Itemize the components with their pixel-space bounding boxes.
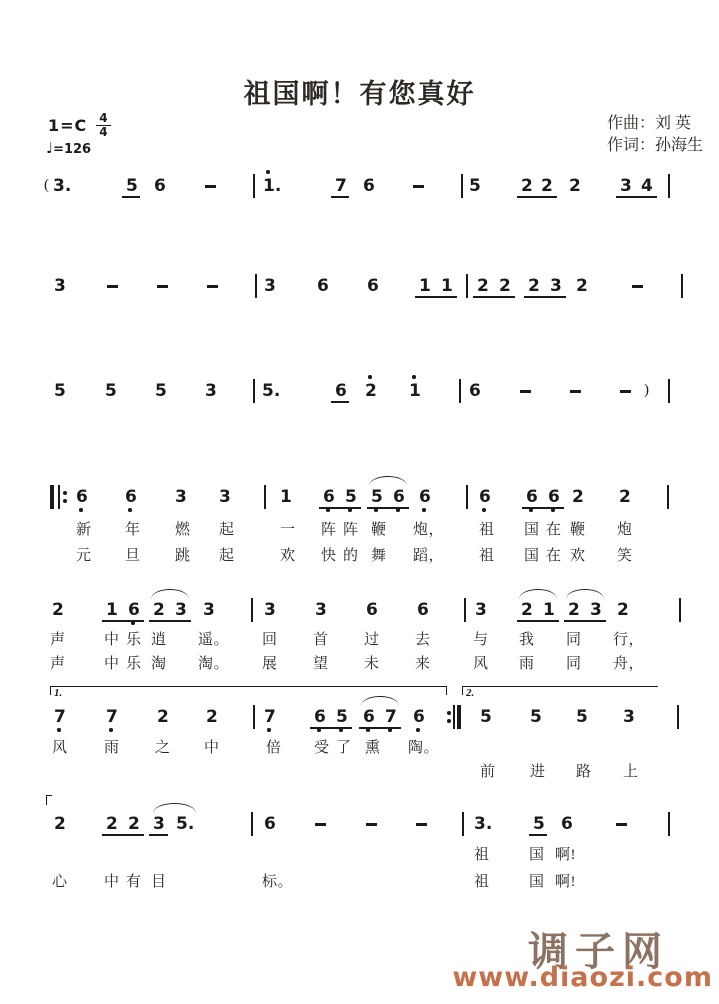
lyric-syllable: 前 (480, 764, 496, 780)
volta-bracket (462, 686, 658, 695)
note: 1 (543, 600, 555, 620)
barline (253, 174, 255, 198)
note: 5 (105, 381, 117, 401)
note: 2 (157, 707, 169, 727)
tempo-value: =126 (53, 142, 92, 157)
lyric-syllable: 与 (473, 632, 489, 648)
eighth-beam (415, 296, 457, 298)
note: 6 (128, 600, 140, 620)
lyric-syllable: 年 (125, 522, 141, 538)
eighth-beam (522, 507, 564, 509)
octave-dot-below (57, 728, 61, 732)
composer-credit: 作曲：刘 英 (606, 115, 691, 132)
note: 2 (52, 600, 64, 620)
lyricist-credit: 作词：孙海生 (606, 137, 703, 154)
lyric-syllable: 炮， (413, 522, 445, 538)
repeat-start-thin (58, 485, 60, 509)
lyric-syllable: 起 (219, 522, 235, 538)
note: 7 (54, 707, 66, 727)
lyric-syllable: 遥。 (198, 632, 230, 648)
lyric-syllable: 逍 (151, 632, 167, 648)
repeat-end-thin (453, 705, 455, 729)
lyric-syllable: 祖 (479, 522, 495, 538)
barline (667, 485, 669, 509)
lyric-syllable: 之 (155, 740, 171, 756)
note: 2 (617, 600, 629, 620)
lyric-syllable: 阵 (343, 522, 359, 538)
note: 3. (474, 814, 493, 834)
note: 2 (521, 176, 533, 196)
note: 5. (262, 381, 281, 401)
note: 3 (219, 487, 231, 507)
eighth-beam (517, 196, 557, 198)
lyric-syllable: 炮 (617, 522, 633, 538)
lyric-syllable: 我 (519, 632, 535, 648)
eighth-beam (524, 296, 566, 298)
note: 2 (153, 600, 165, 620)
note: 6 (413, 707, 425, 727)
time-signature-denominator: 4 (99, 125, 108, 139)
volta-bracket (50, 686, 447, 695)
lyric-syllable: 倍 (266, 740, 282, 756)
volta-label: 1. (54, 687, 63, 699)
note: 2 (528, 276, 540, 296)
note: 1 (280, 487, 292, 507)
note: 6 (366, 600, 378, 620)
note: 7 (385, 707, 397, 727)
note-dash (616, 823, 627, 826)
time-signature-numerator: 4 (96, 112, 110, 126)
slur-arc (519, 589, 557, 599)
barline (462, 812, 464, 836)
lyric-syllable: 了 (336, 740, 352, 756)
slur-arc (153, 803, 196, 813)
lyric-syllable: 舟， (613, 656, 645, 672)
lyric-syllable: 跳 (175, 548, 191, 564)
eighth-beam (319, 507, 361, 509)
note: 3 (550, 276, 562, 296)
lyric-syllable: 中 (204, 740, 220, 756)
octave-dot-below (79, 508, 83, 512)
note: 6 (419, 487, 431, 507)
lyric-syllable: 的 (343, 548, 359, 564)
lyric-syllable: 有 (126, 874, 142, 890)
repeat-start-sign (50, 485, 54, 509)
lyric-syllable: 目 (151, 874, 167, 890)
lyric-syllable: 同 (566, 632, 582, 648)
note: 2 (576, 276, 588, 296)
lyric-syllable: 受 (314, 740, 330, 756)
note: 2 (569, 176, 581, 196)
lyric-syllable: 雨 (519, 656, 535, 672)
note: 5 (480, 707, 492, 727)
eighth-beam (473, 296, 515, 298)
lyric-syllable: 淘 (151, 656, 167, 672)
note: 1 (441, 276, 453, 296)
note: 3 (475, 600, 487, 620)
note: 6 (323, 487, 335, 507)
note: 6 (417, 600, 429, 620)
note: 5 (345, 487, 357, 507)
note: 3 (205, 381, 217, 401)
note: 3. (53, 176, 72, 196)
key-tonic: 1=C (48, 116, 88, 135)
eighth-beam (102, 620, 144, 622)
lyric-syllable: 国 (529, 847, 545, 863)
note-dash (157, 285, 168, 288)
note: 6 (125, 487, 137, 507)
lyric-syllable: 在 (546, 522, 562, 538)
lyric-syllable: 祖 (479, 548, 495, 564)
note: 1 (419, 276, 431, 296)
note: 1 (106, 600, 118, 620)
note: 2 (499, 276, 511, 296)
eighth-beam (616, 196, 657, 198)
note: 5 (576, 707, 588, 727)
note-dash (207, 285, 218, 288)
lyric-syllable: 心 (52, 874, 68, 890)
eighth-beam (149, 834, 168, 836)
barline (253, 705, 255, 729)
note: 6 (548, 487, 560, 507)
note: 3 (264, 600, 276, 620)
note: 3 (203, 600, 215, 620)
note-dash (107, 285, 118, 288)
lyric-syllable: 一 (280, 522, 296, 538)
note: 5 (54, 381, 66, 401)
note: 5 (371, 487, 383, 507)
lyric-syllable: 中 (104, 632, 120, 648)
lyric-syllable: 声 (50, 632, 66, 648)
lyric-syllable: 欢 (570, 548, 586, 564)
eighth-beam (122, 196, 140, 198)
note: 2 (477, 276, 489, 296)
repeat-dot (63, 491, 67, 495)
note: 6 (479, 487, 491, 507)
note: 6 (363, 707, 375, 727)
slur-arc (369, 476, 407, 486)
note-dash (520, 390, 531, 393)
note: 3 (175, 487, 187, 507)
eighth-beam (529, 834, 547, 836)
lyric-syllable: 国 (524, 522, 540, 538)
note-dash (205, 185, 216, 188)
eighth-beam (359, 727, 401, 729)
lyric-syllable: 舞 (371, 548, 387, 564)
barline (681, 274, 683, 298)
lyric-syllable: 乐 (126, 632, 142, 648)
note: 4 (641, 176, 653, 196)
lyric-syllable: 望 (313, 656, 329, 672)
lyric-syllable: 起 (219, 548, 235, 564)
lyric-syllable: 过 (364, 632, 380, 648)
barline (461, 174, 463, 198)
note: 3 (153, 814, 165, 834)
note: 2 (128, 814, 140, 834)
lyric-syllable: 熏 (365, 740, 381, 756)
lyric-syllable: 啊! (555, 874, 576, 890)
lyric-syllable: 欢 (280, 548, 296, 564)
page-title: 祖国啊！有您真好 (243, 79, 476, 109)
note: 3 (175, 600, 187, 620)
note: 7 (106, 707, 118, 727)
lyric-syllable: 元 (76, 548, 92, 564)
note: 6 (76, 487, 88, 507)
lyric-syllable: 国 (529, 874, 545, 890)
volta-label: 2. (466, 687, 475, 699)
eighth-beam (517, 620, 559, 622)
lyric-syllable: 回 (262, 632, 278, 648)
note: 2 (54, 814, 66, 834)
note-dash (315, 823, 326, 826)
note: 2 (106, 814, 118, 834)
note: 5 (530, 707, 542, 727)
note: 5 (336, 707, 348, 727)
lyric-syllable: 风 (52, 740, 68, 756)
lyric-syllable: 乐 (126, 656, 142, 672)
lyric-syllable: 未 (364, 656, 380, 672)
note-dash (620, 390, 631, 393)
note: 6 (363, 176, 375, 196)
eighth-beam (102, 834, 144, 836)
note: 1 (409, 381, 421, 401)
lyric-syllable: 鞭 (570, 522, 586, 538)
lyric-syllable: 笑 (617, 548, 633, 564)
note: 2 (365, 381, 377, 401)
lyric-syllable: 在 (546, 548, 562, 564)
lyric-syllable: 来 (415, 656, 431, 672)
eighth-beam (310, 727, 352, 729)
note: 5 (126, 176, 138, 196)
lyric-syllable: 新 (76, 522, 92, 538)
watermark-site-url: www.diaozi.com (452, 962, 713, 993)
lyric-syllable: 祖 (474, 847, 490, 863)
lyric-syllable: 阵 (321, 522, 337, 538)
octave-dot-above (412, 375, 416, 379)
barline (679, 598, 681, 622)
note: 3 (264, 276, 276, 296)
lyric-syllable: 上 (623, 764, 639, 780)
slur-arc (151, 589, 189, 599)
note: 3 (315, 600, 327, 620)
lyric-syllable: 雨 (104, 740, 120, 756)
note: 6 (367, 276, 379, 296)
note: 6 (314, 707, 326, 727)
note: 5. (176, 814, 195, 834)
lyric-syllable: 声 (50, 656, 66, 672)
octave-dot-below (422, 508, 426, 512)
octave-dot-below (128, 508, 132, 512)
note: 6 (335, 381, 347, 401)
octave-dot-above (368, 375, 372, 379)
lyric-syllable: 风 (473, 656, 489, 672)
barline (255, 274, 257, 298)
note: 5 (469, 176, 481, 196)
note: 2 (619, 487, 631, 507)
eighth-beam (564, 620, 606, 622)
note: 3 (590, 600, 602, 620)
lyric-syllable: 燃 (175, 522, 191, 538)
barline (677, 705, 679, 729)
lyric-syllable: 进 (530, 764, 546, 780)
barline (466, 274, 468, 298)
eighth-beam (149, 620, 191, 622)
lyric-syllable: 啊! (555, 847, 576, 863)
lyric-syllable: 去 (415, 632, 431, 648)
eighth-beam (367, 507, 409, 509)
note: 3 (623, 707, 635, 727)
octave-dot-below (109, 728, 113, 732)
note: 2 (572, 487, 584, 507)
lyric-syllable: 首 (313, 632, 329, 648)
barline (668, 174, 670, 198)
octave-dot-above (266, 170, 270, 174)
repeat-dot (63, 499, 67, 503)
paren-mark: ) (644, 382, 649, 398)
barline (668, 812, 670, 836)
paren-mark: ( (44, 177, 49, 193)
barline (264, 485, 266, 509)
note: 6 (317, 276, 329, 296)
lyric-syllable: 快 (321, 548, 337, 564)
watermark-site-name: 调子网 (528, 929, 669, 975)
note: 6 (561, 814, 573, 834)
barline (668, 379, 670, 403)
lyric-syllable: 陶。 (408, 740, 440, 756)
barline (459, 379, 461, 403)
note-dash (632, 285, 643, 288)
quarter-note-icon: ♩ (46, 139, 54, 157)
note: 7 (335, 176, 347, 196)
note-dash (413, 185, 424, 188)
lyric-syllable: 中 (104, 656, 120, 672)
note: 2 (568, 600, 580, 620)
lyric-syllable: 淘。 (198, 656, 230, 672)
lyric-syllable: 国 (524, 548, 540, 564)
barline (251, 812, 253, 836)
eighth-beam (331, 196, 349, 198)
slur-arc (361, 696, 399, 706)
note: 2 (206, 707, 218, 727)
note: 6 (154, 176, 166, 196)
note: 5 (533, 814, 545, 834)
barline (466, 485, 468, 509)
lyric-syllable: 标。 (262, 874, 294, 890)
lyric-syllable: 蹈， (413, 548, 445, 564)
octave-dot-below (482, 508, 486, 512)
note: 3 (620, 176, 632, 196)
octave-dot-below (416, 728, 420, 732)
lyric-syllable: 路 (576, 764, 592, 780)
lyric-syllable: 中 (104, 874, 120, 890)
lyric-syllable: 祖 (474, 874, 490, 890)
note: 3 (54, 276, 66, 296)
note: 6 (469, 381, 481, 401)
note: 2 (541, 176, 553, 196)
lyric-syllable: 展 (262, 656, 278, 672)
bracket-mark (46, 795, 52, 805)
repeat-dot (447, 711, 451, 715)
lyric-syllable: 同 (566, 656, 582, 672)
repeat-dot (447, 719, 451, 723)
slur-arc (566, 589, 604, 599)
note: 6 (264, 814, 276, 834)
lyric-syllable: 鞭 (371, 522, 387, 538)
repeat-end-sign (457, 705, 461, 729)
barline (251, 598, 253, 622)
note: 7 (264, 707, 276, 727)
note-dash (416, 823, 427, 826)
octave-dot-below (267, 728, 271, 732)
barline (253, 379, 255, 403)
note-dash (366, 823, 377, 826)
lyric-syllable: 行， (613, 632, 645, 648)
lyric-syllable: 旦 (125, 548, 141, 564)
barline (464, 598, 466, 622)
note: 6 (393, 487, 405, 507)
note: 2 (521, 600, 533, 620)
note-dash (570, 390, 581, 393)
eighth-beam (331, 401, 349, 403)
note: 1. (263, 176, 282, 196)
note: 6 (526, 487, 538, 507)
note: 5 (155, 381, 167, 401)
